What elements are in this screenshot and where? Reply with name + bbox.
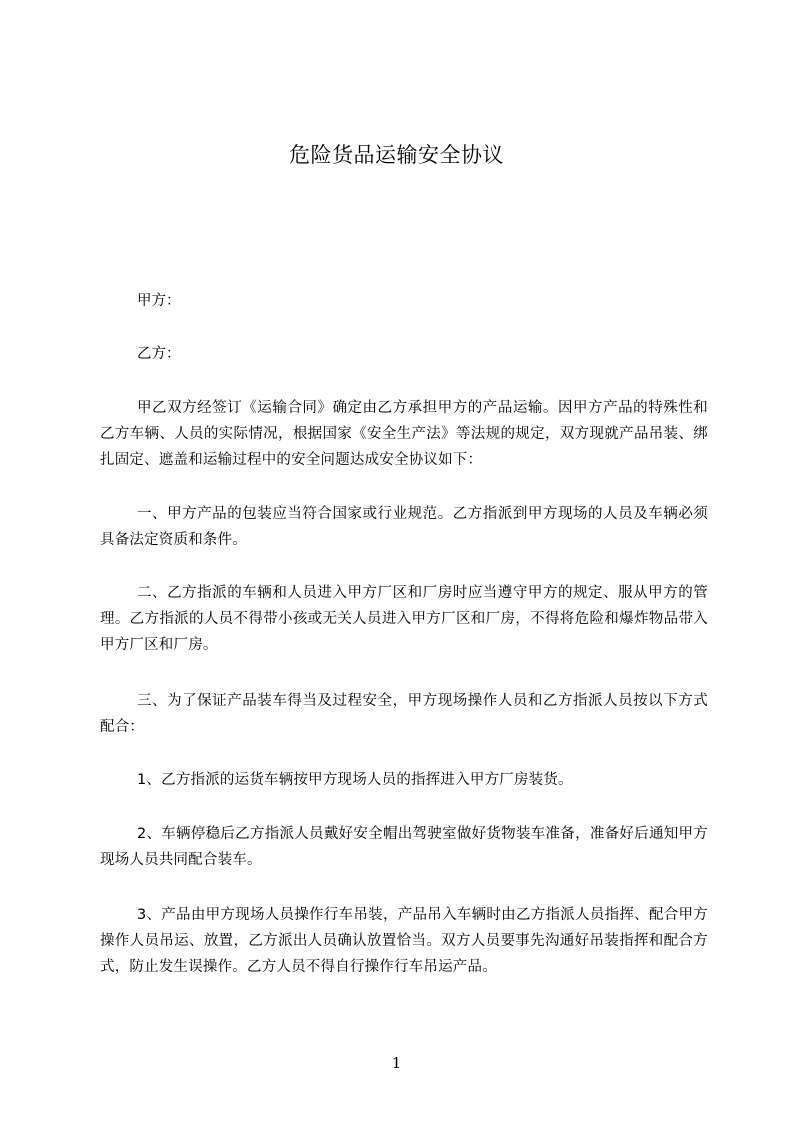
clause-1-paragraph: 一、甲方产品的包装应当符合国家或行业规范。乙方指派到甲方现场的人员及车辆必须具备法定资质和条件。 (100, 506, 708, 548)
clause-3-paragraph: 三、为了保证产品装车得当及过程安全，甲方现场操作人员和乙方指派人员按以下方式配合： (100, 693, 708, 735)
clause-2-paragraph: 二、乙方指派的车辆和人员进入甲方厂区和厂房时应当遵守甲方的规定、服从甲方的管理。乙方指派的人员不得带小孩或无关人员进入甲方厂区和厂房，不得将危险和爆炸物品带入甲方厂区和厂房。 (100, 585, 708, 653)
intro-paragraph: 甲乙双方经签订《运输合同》确定由乙方承担甲方的产品运输。因甲方产品的特殊性和乙方车辆、人员的实际情况，根据国家《安全生产法》等法规的规定，双方现就产品吊装、绑扎固定、遮盖和运输过程中的安全问题达成安全协议如下： (100, 400, 708, 468)
party-b-label: 乙方： (137, 346, 181, 362)
party-a-label: 甲方： (137, 293, 181, 309)
item-2-paragraph: 2、车辆停稳后乙方指派人员戴好安全帽出驾驶室做好货物装车准备，准备好后通知甲方现场人员共同配合装车。 (100, 826, 708, 868)
page-number: 1 (391, 1054, 402, 1072)
document-title: 危险货品运输安全协议 (289, 143, 504, 167)
item-1-paragraph: 1、乙方指派的运货车辆按甲方现场人员的指挥进入甲方厂房装货。 (137, 772, 573, 788)
item-3-paragraph: 3、产品由甲方现场人员操作行车吊装，产品吊入车辆时由乙方指派人员指挥、配合甲方操作人员吊运、放置，乙方派出人员确认放置恰当。双方人员要事先沟通好吊装指挥和配合方式，防止发生误操作。乙方人员不得自行操作行车吊运产品。 (100, 907, 708, 975)
